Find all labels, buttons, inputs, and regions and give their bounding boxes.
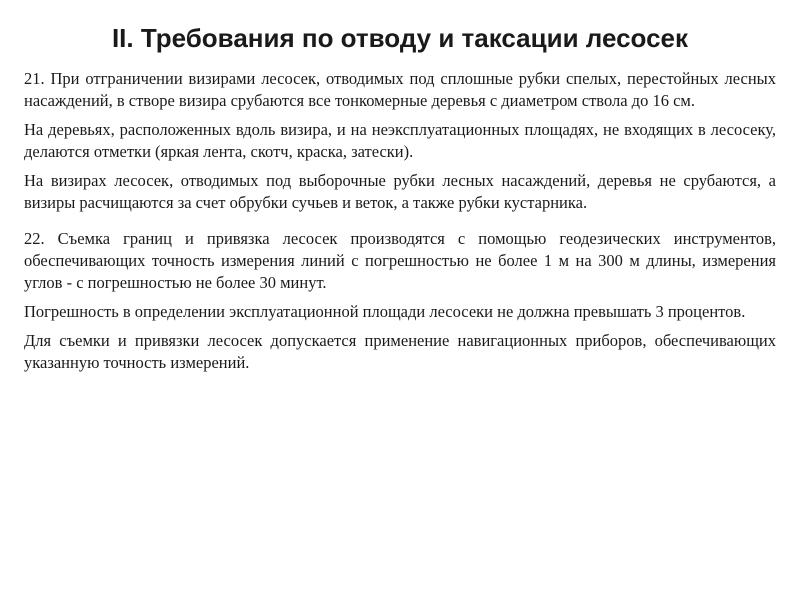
paragraph-marks: На деревьях, расположенных вдоль визира, и на неэксплуатационных площадях, не входящих в лесосеку, делаются отметки (яркая лента, скотч, краска, затески).: [24, 120, 776, 161]
paragraph-navigation: Для съемки и привязки лесосек допускается применение навигационных приборов, обеспечивающих указанную точность измерений.: [24, 331, 776, 372]
paragraph-selective-cut: На визирах лесосек, отводимых под выборочные рубки лесных насаждений, деревья не срубаются, а визиры расчищаются за счет обрубки сучьев и веток, а также рубки кустарника.: [24, 171, 776, 212]
paragraph-22: 22. Съемка границ и привязка лесосек производятся с помощью геодезических инструментов, обеспечивающих точность измерения линий с погрешностью не более 1 м на 300 м длины, измерения углов - с погрешностью не более 30 минут.: [24, 229, 776, 292]
paragraph-21: 21. При отграничении визирами лесосек, отводимых под сплошные рубки спелых, перестойных лесных насаждений, в створе визира срубаются все тонкомерные деревья с диаметром ствола до 16 см.: [24, 69, 776, 110]
paragraph-area-error: Погрешность в определении эксплуатационной площади лесосеки не должна превышать 3 процентов.: [24, 302, 746, 321]
slide-title: II. Требования по отводу и таксации лесосек: [111, 23, 689, 53]
slide-body: [24, 68, 776, 374]
